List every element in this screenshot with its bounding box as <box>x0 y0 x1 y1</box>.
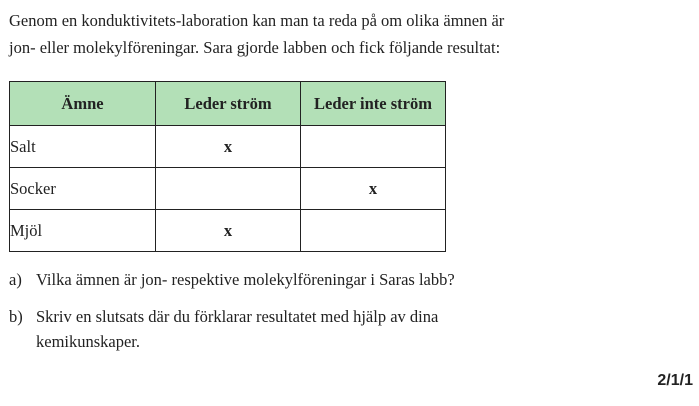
question-a <box>9 267 506 292</box>
intro-text <box>9 7 689 61</box>
score-label: 2/1/1 <box>657 372 693 389</box>
row-name: Salt <box>10 126 156 168</box>
question-text: Skriv en slutsats där du förklarar resultatet med hjälp av dina kemikunskaper. <box>36 307 439 351</box>
table-row <box>10 210 446 252</box>
table-header-row <box>10 82 446 126</box>
results-table <box>9 81 446 252</box>
header-leder-strom: Leder ström <box>156 82 301 126</box>
row-name: Mjöl <box>10 210 156 252</box>
table-row <box>10 126 446 168</box>
row-name: Socker <box>10 168 156 210</box>
table-row <box>10 168 446 210</box>
row-leder-inte <box>301 126 446 168</box>
row-leder-inte: x <box>301 168 446 210</box>
row-leder <box>156 168 301 210</box>
row-leder: x <box>156 210 301 252</box>
question-label: b) <box>9 307 23 326</box>
intro-line-2: jon- eller molekylföreningar. Sara gjorde labben och fick följande resultat: <box>9 38 501 57</box>
question-b <box>9 304 506 354</box>
row-leder: x <box>156 126 301 168</box>
intro-line-1: Genom en konduktivitets-laboration kan man ta reda på om olika ämnen är <box>9 11 505 30</box>
row-leder-inte <box>301 210 446 252</box>
question-text: Vilka ämnen är jon- respektive molekylföreningar i Saras labb? <box>36 270 455 289</box>
question-label: a) <box>9 270 22 289</box>
questions <box>9 267 506 366</box>
header-amne: Ämne <box>10 82 156 126</box>
header-leder-inte-strom: Leder inte ström <box>301 82 446 126</box>
